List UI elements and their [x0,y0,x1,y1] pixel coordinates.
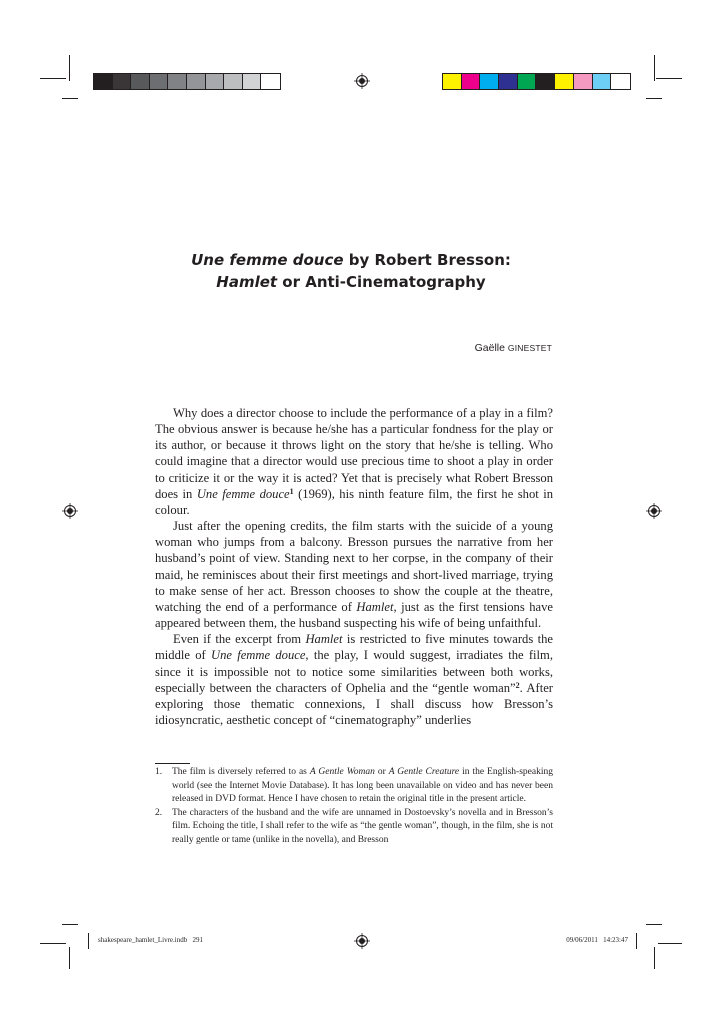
color-swatch [443,74,462,89]
color-swatch [574,74,593,89]
color-swatch [261,74,280,89]
chapter-title-line-2: Hamlet or Anti-Cinematography [216,273,486,291]
author-name: Gaëlle GINESTET [474,342,552,354]
color-swatch [462,74,481,89]
color-swatch [480,74,499,89]
registration-mark-icon [62,503,78,519]
slug-timestamp: 09/06/2011 14:23:47 [566,936,628,944]
play-title: Hamlet [216,273,278,291]
footnote-ref[interactable]: 1 [289,486,294,496]
registration-mark-icon [354,933,370,949]
color-swatch [536,74,555,89]
paragraph: Just after the opening credits, the film starts with the suicide of a young woman who jumps from a balcony. Bresson pursues the narrative from her husband’s point of view. Standing next to her corpse, in the company of their maid, he reminisces about their first meetings and short-lived marriage, trying to make sense of her act. Bresson chooses to show the couple at the theatre, watching the end of a performance of Hamlet, just as the first tensions have appeared between them, the husband suspecting his wife of being unfaithful. [155,519,554,631]
color-swatch [113,74,132,89]
paragraph: Even if the excerpt from Hamlet is restricted to five minutes towards the middle of Une femme douce, the play, I would suggest, irradiates the film, since it is impossible not to notice some similarities between both works, especially between the characters of Ophelia and the “gentle woman”$^2$. After exploring those thematic connexions, I shall discuss how Bresson’s idiosyncratic, aesthetic concept of “cinematography” underlies [155,632,554,727]
film-title: Une femme douce [191,251,344,269]
grey-scale-bar [93,73,281,90]
registration-mark-icon [646,503,662,519]
slug-filename: shakespeare_hamlet_Livre.indb 291 [98,936,203,944]
footnote-1: 1. The film is diversely referred to as A Gentle Woman or A Gentle Creature in the English-speaking world (see the Internet Movie Database). It has long been unavailable on video and has never been released in DVD format. Hence I have chosen to retain the original title in the present article. [155,767,553,804]
color-swatch [611,74,630,89]
color-swatch [224,74,243,89]
footnote-2: 2. The characters of the husband and the wife are unnamed in Dostoevsky’s novella and in Bresson’s film. Echoing the title, I shall refer to the wife as “the gentle woman”, though, in the film, she is not really gentle or tame (unlike in the novella), and Bresson [155,807,553,845]
body-text [155,405,553,728]
color-swatch [243,74,262,89]
color-swatch [131,74,150,89]
color-swatch [518,74,537,89]
color-control-bar [442,73,631,90]
color-swatch [555,74,574,89]
chapter-title-line-1: Une femme douce by Robert Bresson: [191,251,511,269]
color-swatch [206,74,225,89]
color-swatch [150,74,169,89]
color-swatch [94,74,113,89]
color-swatch [499,74,518,89]
chapter-title [150,249,552,293]
color-swatch [168,74,187,89]
registration-mark-icon [354,73,370,89]
color-swatch [593,74,612,89]
footnote-ref[interactable]: 2 [515,680,520,690]
paragraph: Why does a director choose to include the performance of a play in a film? The obvious answer is because he/she has a particular fondness for the play or its author, or because it throws light on the story that he/she is telling. Who could imagine that a director would use precious time to shoot a play in order to criticize it or the way it is acted? Yet that is precisely what Robert Bresson does in Une femme douce$^1$ (1969), his ninth feature film, the first he shot in colour. [155,406,554,517]
footnote-divider [155,763,190,764]
color-swatch [187,74,206,89]
footnotes [155,766,553,847]
